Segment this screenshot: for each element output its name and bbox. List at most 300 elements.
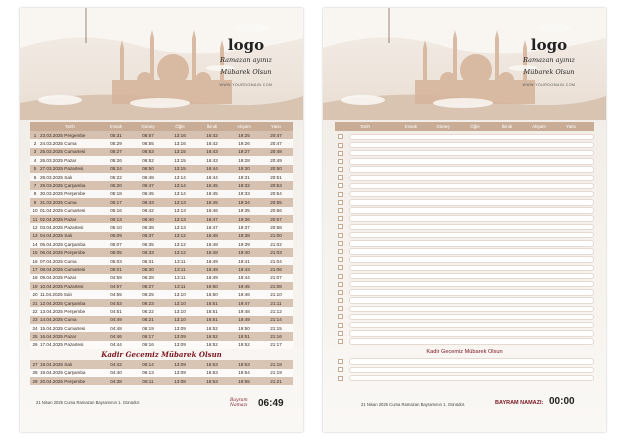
table-cell: 04:51 — [110, 308, 122, 314]
kadir-banner: Kadir Gecemiz Mübarek Olsun — [101, 350, 222, 360]
blank-row — [335, 182, 594, 190]
col-yatsi: Yatsı — [566, 124, 576, 129]
table-cell: 04:55 — [110, 292, 122, 298]
blank-row — [335, 305, 594, 313]
table-cell: 21:06 — [270, 266, 282, 272]
table-cell: 13:11 — [174, 258, 186, 264]
table-cell: 06:25 — [142, 292, 154, 298]
write-in-line[interactable] — [349, 232, 594, 239]
table-cell: 06:21 — [142, 317, 154, 323]
table-cell: 2 — [33, 141, 37, 147]
write-in-line[interactable] — [349, 367, 594, 374]
write-in-line[interactable] — [349, 281, 594, 288]
table-cell: 29.03.2025 Çarşamba — [40, 183, 86, 189]
table-cell: 21:07 — [270, 275, 282, 281]
table-cell: 16:45 — [206, 191, 218, 197]
checkbox[interactable] — [338, 143, 343, 148]
blank-row — [335, 256, 594, 264]
table-cell: 04:49 — [110, 317, 122, 323]
table-cell: 04:57 — [110, 283, 122, 289]
table-cell: 20:47 — [270, 132, 282, 138]
table-cell: 13:12 — [174, 241, 186, 247]
write-in-line[interactable] — [349, 134, 594, 141]
table-cell: 16:53 — [206, 370, 218, 376]
table-cell: 13:09 — [174, 361, 186, 367]
checkbox[interactable] — [338, 175, 343, 180]
table-cell: 19:31 — [238, 174, 250, 180]
table-cell: 05:17 — [110, 199, 122, 205]
table-cell: 04:53 — [110, 300, 122, 306]
table-cell: 19:27 — [238, 149, 250, 155]
table-cell: 19:38 — [238, 233, 250, 239]
table-cell: 28.03.2025 Salı — [40, 174, 73, 180]
blank-row — [335, 231, 594, 239]
table-cell: 5 — [33, 166, 37, 172]
blank-row — [335, 190, 594, 198]
table-cell: 7 — [33, 183, 37, 189]
table-cell: 13:09 — [174, 370, 186, 376]
table-cell: 19:43 — [238, 266, 250, 272]
table-cell: 05:26 — [110, 157, 122, 163]
table-cell: 06:23 — [142, 300, 154, 306]
write-in-line[interactable] — [349, 183, 594, 190]
table-cell: 19:35 — [238, 208, 250, 214]
table-cell: 16:47 — [206, 224, 218, 230]
table-row — [30, 360, 293, 368]
write-in-line[interactable] — [349, 240, 594, 247]
table-cell: 04:44 — [110, 342, 122, 348]
table-cell: 13:14 — [174, 174, 186, 180]
table-cell: 13:16 — [174, 141, 186, 147]
table-cell: 21:03 — [270, 250, 282, 256]
table-cell: 05.04.2025 Çarşamba — [40, 241, 86, 247]
table-cell: 16:46 — [206, 208, 218, 214]
table-cell: 21:00 — [270, 233, 282, 239]
checkbox[interactable] — [338, 376, 343, 381]
table-cell: 06:16 — [142, 342, 154, 348]
checkbox[interactable] — [338, 367, 343, 372]
checkbox[interactable] — [338, 192, 343, 197]
table-cell: 21:14 — [270, 317, 282, 323]
checkbox[interactable] — [338, 167, 343, 172]
checkbox[interactable] — [338, 159, 343, 164]
table-cell: 04:48 — [110, 325, 122, 331]
table-cell: 04:38 — [110, 378, 122, 384]
write-in-line[interactable] — [349, 256, 594, 263]
blank-row — [335, 280, 594, 288]
write-in-line[interactable] — [349, 215, 594, 222]
checkbox[interactable] — [338, 282, 343, 287]
table-cell: 17 — [32, 266, 38, 272]
col-date: Tarih — [65, 124, 75, 129]
table-cell: 06:48 — [142, 174, 154, 180]
table-cell: 20:51 — [270, 174, 282, 180]
checkbox[interactable] — [338, 331, 343, 336]
table-row — [30, 165, 293, 173]
table-cell: 16:51 — [206, 300, 218, 306]
table-cell: 04:59 — [110, 275, 122, 281]
table-cell: 20:57 — [270, 216, 282, 222]
write-in-line[interactable] — [349, 330, 594, 337]
blank-row — [335, 207, 594, 215]
table-cell: 06:14 — [142, 361, 154, 367]
write-in-line[interactable] — [349, 306, 594, 313]
blank-row — [335, 366, 594, 374]
table-cell: 26.03.2025 Pazar — [40, 157, 77, 163]
col-imsak: İmsak — [109, 124, 122, 129]
table-cell: 06:53 — [142, 149, 154, 155]
table-cell: 16:44 — [206, 174, 218, 180]
write-in-line[interactable] — [349, 358, 594, 365]
write-in-line[interactable] — [349, 166, 594, 173]
table-cell: 25 — [32, 334, 38, 340]
table-cell: 1 — [33, 132, 37, 138]
table-cell: 20 — [32, 292, 38, 298]
table-cell: 21:04 — [270, 258, 282, 264]
table-cell: 23 — [32, 317, 38, 323]
table-cell: 06:43 — [142, 199, 154, 205]
table-cell: 16:52 — [206, 334, 218, 340]
write-in-line[interactable] — [349, 297, 594, 304]
blank-row — [335, 149, 594, 157]
table-cell: 21:10 — [270, 292, 282, 298]
table-cell: 26 — [32, 342, 38, 348]
blank-row — [335, 248, 594, 256]
table-row — [30, 215, 293, 223]
table-row — [30, 181, 293, 189]
table-cell: 06:57 — [142, 132, 154, 138]
table-row — [30, 265, 293, 273]
table-header — [335, 122, 594, 131]
bayram-label: BAYRAM NAMAZI: — [495, 400, 544, 406]
bayram-note: 21 Nisan 2025 Cuma Ramazan Bayramının 1. Günüdür. — [361, 402, 466, 407]
checkbox[interactable] — [338, 183, 343, 188]
table-cell: 13:12 — [174, 233, 186, 239]
greeting-line-1: Ramazan ayınız — [523, 56, 575, 64]
table-cell: 16:51 — [206, 308, 218, 314]
write-in-line[interactable] — [349, 191, 594, 198]
col-ogle: Öğle — [175, 124, 185, 129]
table-cell: 21:16 — [270, 334, 282, 340]
table-row — [30, 282, 293, 290]
table-cell: 06:37 — [142, 233, 154, 239]
table-cell: 20:47 — [270, 141, 282, 147]
blank-row — [335, 133, 594, 141]
table-cell: 6 — [33, 174, 37, 180]
table-cell: 13 — [32, 233, 38, 239]
blank-row — [335, 321, 594, 329]
col-imsak: İmsak — [404, 124, 417, 129]
checkbox[interactable] — [338, 274, 343, 279]
table-cell: 16:48 — [206, 241, 218, 247]
table-cell: 13:15 — [174, 149, 186, 155]
table-row — [30, 307, 293, 315]
table-cell: 16:53 — [206, 378, 218, 384]
table-cell: 02.04.2025 Pazar — [40, 216, 77, 222]
table-cell: 16:45 — [206, 183, 218, 189]
table-body-b — [30, 360, 293, 385]
table-cell: 27.03.2025 Pazartesi — [40, 166, 84, 172]
bayram-note: 21 Nisan 2025 Cuma Ramazan Bayramının 1. Günüdür. — [36, 400, 141, 405]
table-row — [30, 257, 293, 265]
table-cell: 19:28 — [238, 157, 250, 163]
checkbox[interactable] — [338, 134, 343, 139]
filled-calendar-page — [20, 8, 303, 432]
table-cell: 16:52 — [206, 325, 218, 331]
table-row — [30, 131, 293, 139]
blank-calendar-page — [323, 8, 606, 432]
checkbox[interactable] — [338, 224, 343, 229]
logo: logo — [227, 36, 265, 54]
table-cell: 16:49 — [206, 275, 218, 281]
table-cell: 13:10 — [174, 317, 186, 323]
write-in-line[interactable] — [349, 375, 594, 382]
write-in-line[interactable] — [349, 158, 594, 165]
col-gunes: Güneş — [141, 124, 155, 129]
blank-table — [335, 122, 594, 382]
write-in-line[interactable] — [349, 289, 594, 296]
table-cell: 19:49 — [238, 317, 250, 323]
table-cell: 20:58 — [270, 224, 282, 230]
write-in-line[interactable] — [349, 322, 594, 329]
table-cell: 16:53 — [206, 361, 218, 367]
table-cell: 9 — [33, 199, 37, 205]
table-cell: 06:33 — [142, 250, 154, 256]
table-cell: 16:50 — [206, 292, 218, 298]
table-cell: 04.04.2025 Salı — [40, 233, 73, 239]
write-in-line[interactable] — [349, 314, 594, 321]
table-cell: 19:41 — [238, 258, 250, 264]
table-row — [30, 148, 293, 156]
table-cell: 15.04.2025 Cumartesi — [40, 325, 86, 331]
blank-row — [335, 289, 594, 297]
table-cell: 16:50 — [206, 283, 218, 289]
table-cell: 06:42 — [142, 208, 154, 214]
table-cell: 13:16 — [174, 132, 186, 138]
table-cell: 05:05 — [110, 250, 122, 256]
table-cell: 01.04.2025 Cumartesi — [40, 208, 86, 214]
checkbox[interactable] — [338, 233, 343, 238]
table-row — [30, 190, 293, 198]
table-cell: 19:44 — [238, 275, 250, 281]
table-row — [30, 223, 293, 231]
greeting-line-2: Mübarek Olsun — [220, 68, 272, 76]
website-url: WWW.YOURDOMAIN.COM — [219, 83, 273, 87]
table-cell: 21:19 — [270, 370, 282, 376]
table-cell: 12.04.2025 Çarşamba — [40, 300, 86, 306]
table-cell: 16:52 — [206, 342, 218, 348]
table-cell: 19:37 — [238, 224, 250, 230]
table-row — [30, 369, 293, 377]
table-row — [30, 240, 293, 248]
table-cell: 05:27 — [110, 149, 122, 155]
table-cell: 24 — [32, 325, 38, 331]
table-row — [30, 248, 293, 256]
checkbox[interactable] — [338, 359, 343, 364]
blank-rows-b — [335, 358, 594, 382]
table-cell: 30.03.2025 Perşembe — [40, 191, 86, 197]
table-cell: 05:07 — [110, 241, 122, 247]
write-in-line[interactable] — [349, 150, 594, 157]
checkbox[interactable] — [338, 339, 343, 344]
write-in-line[interactable] — [349, 224, 594, 231]
table-cell: 21 — [32, 300, 38, 306]
table-cell: 16:48 — [206, 233, 218, 239]
logo-block — [514, 38, 584, 87]
table-cell: 05:22 — [110, 174, 122, 180]
table-cell: 19:26 — [238, 141, 250, 147]
table-cell: 05:10 — [110, 224, 122, 230]
checkbox[interactable] — [338, 241, 343, 246]
table-cell: 06:55 — [142, 141, 154, 147]
table-cell: 11.04.2025 Salı — [40, 292, 72, 298]
checkbox[interactable] — [338, 216, 343, 221]
write-in-line[interactable] — [349, 175, 594, 182]
col-gunes: Güneş — [436, 124, 450, 129]
table-cell: 15 — [32, 250, 38, 256]
blank-row — [335, 374, 594, 382]
table-cell: 04:40 — [110, 370, 122, 376]
table-cell: 21:08 — [270, 283, 282, 289]
table-cell: 10.04.2025 Pazartesi — [40, 283, 84, 289]
table-cell: 16:45 — [206, 199, 218, 205]
checkbox[interactable] — [338, 257, 343, 262]
table-cell: 19:53 — [238, 361, 250, 367]
checkbox[interactable] — [338, 151, 343, 156]
table-row — [30, 299, 293, 307]
table-cell: 05:29 — [110, 141, 122, 147]
write-in-line[interactable] — [349, 199, 594, 206]
greeting-line-2: Mübarek Olsun — [523, 68, 575, 76]
col-ikindi: İkindi — [206, 124, 218, 129]
blank-row — [335, 158, 594, 166]
table-cell: 06:31 — [142, 258, 154, 264]
table-cell: 06:30 — [142, 266, 154, 272]
table-cell: 20:53 — [270, 183, 282, 189]
bayram-time: 06:49 — [258, 398, 284, 409]
table-cell: 06:17 — [142, 334, 154, 340]
table-cell: 19:45 — [238, 283, 250, 289]
table-cell: 13:15 — [174, 157, 186, 163]
table-cell: 20.04.2025 Perşembe — [40, 378, 86, 384]
table-cell: 16:43 — [206, 149, 218, 155]
table-cell: 19:54 — [238, 370, 250, 376]
col-aksam: Akşam — [237, 124, 251, 129]
table-row — [30, 139, 293, 147]
table-cell: 21:11 — [270, 300, 282, 306]
table-cell: 19:40 — [238, 250, 250, 256]
table-cell: 19:34 — [238, 199, 250, 205]
table-cell: 14.04.2025 Cuma — [40, 317, 77, 323]
checkbox[interactable] — [338, 314, 343, 319]
table-cell: 21:21 — [270, 378, 282, 384]
table-cell: 06:45 — [142, 191, 154, 197]
col-ikindi: İkindi — [501, 124, 513, 129]
table-cell: 06:52 — [142, 157, 154, 163]
checkbox[interactable] — [338, 200, 343, 205]
table-cell: 13:14 — [174, 191, 186, 197]
table-cell: 8 — [33, 191, 37, 197]
table-cell: 05:16 — [110, 208, 122, 214]
blank-row — [335, 166, 594, 174]
checkbox[interactable] — [338, 208, 343, 213]
table-cell: 04:46 — [110, 334, 122, 340]
blank-row — [335, 223, 594, 231]
table-cell: 19:52 — [238, 342, 250, 348]
table-cell: 13:09 — [174, 325, 186, 331]
table-cell: 20:48 — [270, 149, 282, 155]
table-cell: 16:51 — [206, 317, 218, 323]
table-cell: 08.04.2025 Cumartesi — [40, 266, 86, 272]
table-cell: 21:18 — [270, 361, 282, 367]
table-cell: 19.04.2025 Çarşamba — [40, 370, 86, 376]
table-cell: 06.04.2025 Perşembe — [40, 250, 86, 256]
table-cell: 19:55 — [238, 378, 250, 384]
table-cell: 06:28 — [142, 275, 154, 281]
table-cell: 16:48 — [206, 250, 218, 256]
table-cell: 21:17 — [270, 342, 282, 348]
table-cell: 03.04.2025 Pazartesi — [40, 224, 84, 230]
col-aksam: Akşam — [532, 124, 546, 129]
table-cell: 13:14 — [174, 183, 186, 189]
bayram-time: 00:00 — [549, 396, 575, 407]
table-cell: 13:10 — [174, 308, 186, 314]
blank-row — [335, 313, 594, 321]
website-url: WWW.YOURDOMAIN.COM — [522, 83, 576, 87]
write-in-line[interactable] — [349, 273, 594, 280]
write-in-line[interactable] — [349, 248, 594, 255]
table-cell: 20:54 — [270, 191, 282, 197]
table-cell: 13:09 — [174, 342, 186, 348]
checkbox[interactable] — [338, 323, 343, 328]
table-cell: 13:13 — [174, 199, 186, 205]
checkbox[interactable] — [338, 249, 343, 254]
blank-rows-a — [335, 133, 594, 345]
table-cell: 19:48 — [238, 308, 250, 314]
table-cell: 06:38 — [142, 224, 154, 230]
write-in-line[interactable] — [349, 265, 594, 272]
greeting-line-1: Ramazan ayınız — [220, 56, 272, 64]
write-in-line[interactable] — [349, 207, 594, 214]
table-cell: 21:15 — [270, 325, 282, 331]
table-cell: 21:12 — [270, 308, 282, 314]
table-cell: 13:10 — [174, 292, 186, 298]
write-in-line[interactable] — [349, 142, 594, 149]
table-cell: 16:42 — [206, 141, 218, 147]
checkbox[interactable] — [338, 306, 343, 311]
table-row — [30, 232, 293, 240]
blank-row — [335, 330, 594, 338]
table-cell: 3 — [33, 149, 37, 155]
blank-row — [335, 141, 594, 149]
table-cell: 16:44 — [206, 166, 218, 172]
checkbox[interactable] — [338, 290, 343, 295]
prayer-times-table — [30, 122, 293, 385]
table-cell: 20:50 — [270, 166, 282, 172]
checkbox[interactable] — [338, 298, 343, 303]
write-in-line[interactable] — [349, 338, 594, 345]
table-cell: 05:01 — [110, 266, 122, 272]
checkbox[interactable] — [338, 265, 343, 270]
table-row — [30, 324, 293, 332]
table-cell: 13:13 — [174, 216, 186, 222]
table-cell: 12 — [32, 224, 38, 230]
table-cell: 06:47 — [142, 183, 154, 189]
table-row — [30, 198, 293, 206]
blank-row — [335, 358, 594, 366]
blank-row — [335, 215, 594, 223]
table-row — [30, 377, 293, 385]
